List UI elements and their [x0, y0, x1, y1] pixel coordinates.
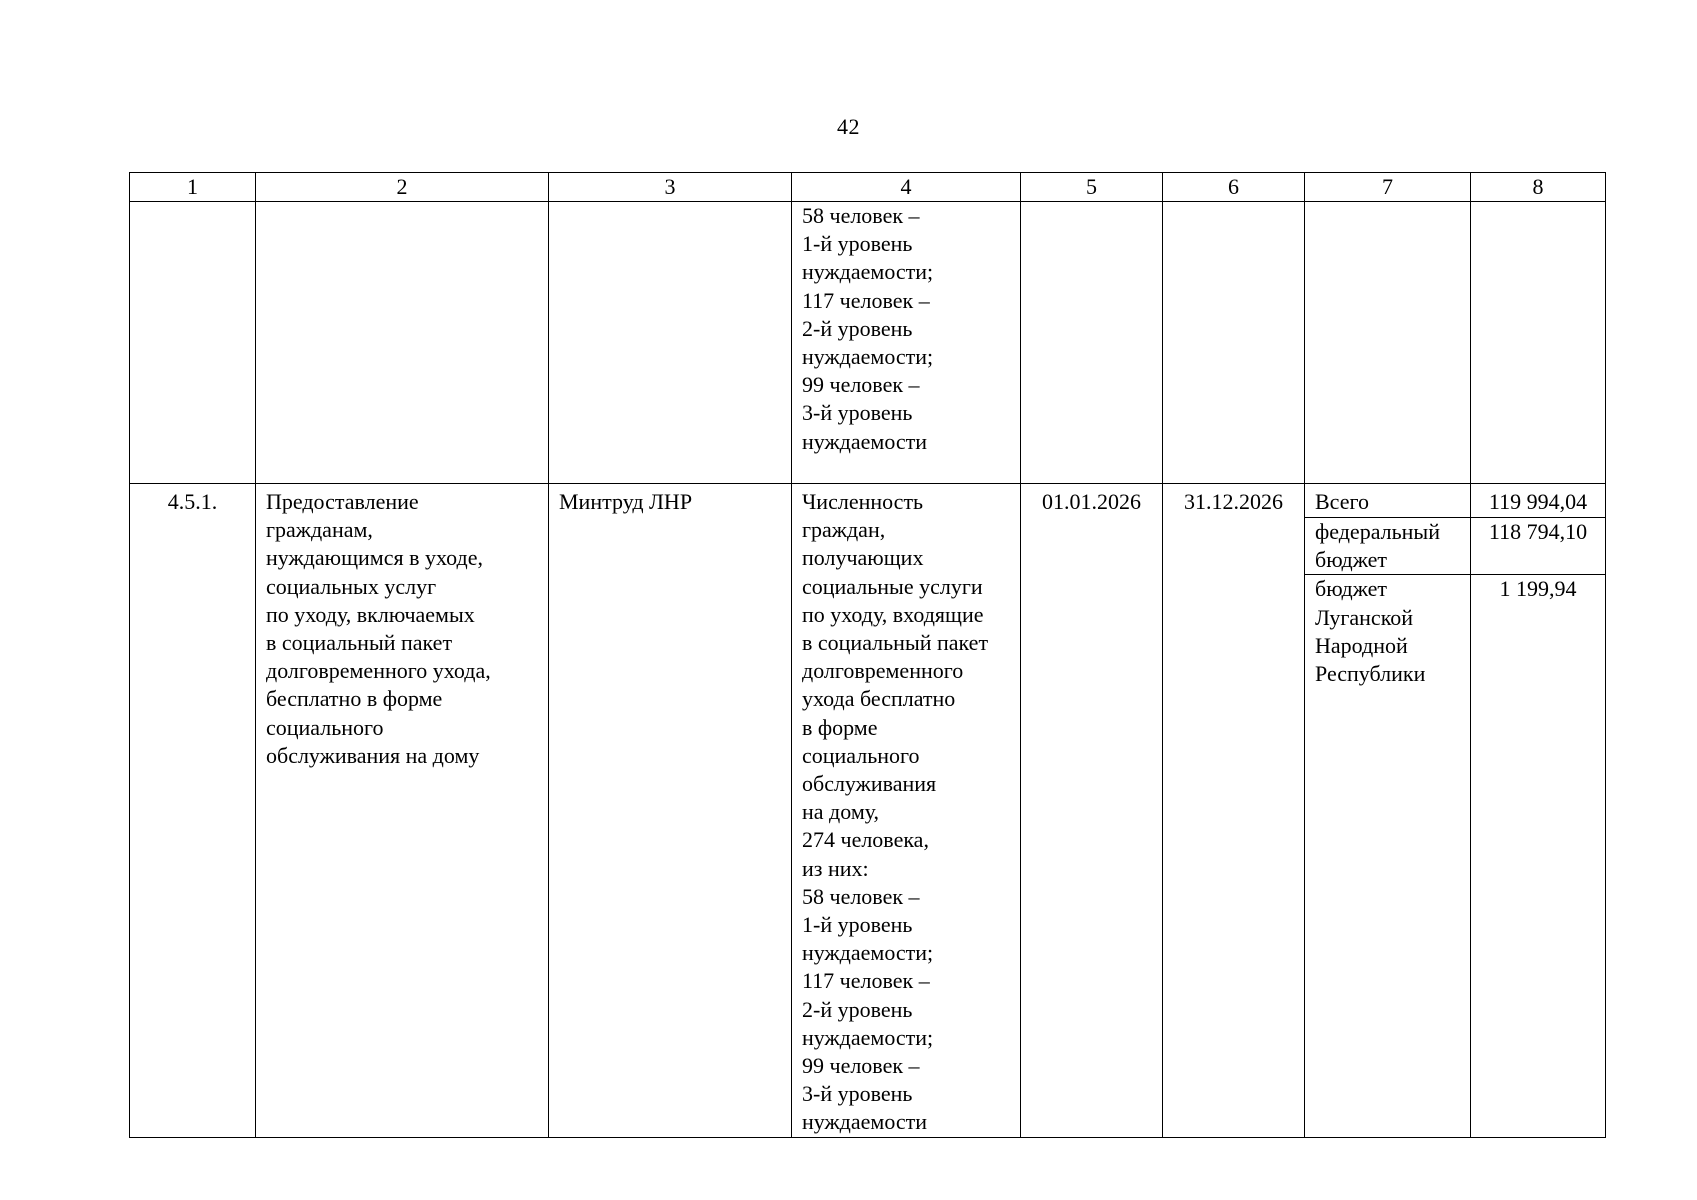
- column-number: 4: [792, 173, 1021, 202]
- column-number: 3: [549, 173, 792, 202]
- column-number: 6: [1163, 173, 1305, 202]
- item-executor: Минтруд ЛНР: [549, 484, 792, 1138]
- column-number: 2: [256, 173, 549, 202]
- continuation-row: [130, 202, 1606, 484]
- program-table: [129, 172, 1606, 1138]
- cell-empty: [1305, 202, 1471, 484]
- funding-source-total: Всего: [1305, 484, 1471, 518]
- cell-empty: [1471, 202, 1606, 484]
- cell-empty: [256, 202, 549, 484]
- cell-empty: [549, 202, 792, 484]
- column-number-row: [130, 173, 1606, 202]
- item-indicator: Численность граждан, получающих социальные услуги по уходу, входящие в социальный пакет долговременного ухода бесплатно в форме социального обслуживания на дому, 274 человека, из них: 58 человек – 1-й уровень нуждаемости; 117 человек – 2-й уровень нуждаемости; 99 человек – 3-й уровень нуждаемости: [792, 484, 1021, 1138]
- item-start-date: 01.01.2026: [1021, 484, 1163, 1138]
- continuation-indicator: 58 человек – 1-й уровень нуждаемости; 117 человек – 2-й уровень нуждаемости; 99 человек – 3-й уровень нуждаемости: [792, 202, 1021, 484]
- item-name: Предоставление гражданам, нуждающимся в уходе, социальных услуг по уходу, включаемых в социальный пакет долговременного ухода, бесплатно в форме социального обслуживания на дому: [256, 484, 549, 1138]
- funding-amount-regional: 1 199,94: [1471, 575, 1606, 1137]
- item-end-date: 31.12.2026: [1163, 484, 1305, 1138]
- funding-amount-total: 119 994,04: [1471, 484, 1606, 518]
- column-number: 8: [1471, 173, 1606, 202]
- column-number: 7: [1305, 173, 1471, 202]
- funding-amount-federal: 118 794,10: [1471, 517, 1606, 575]
- cell-empty: [130, 202, 256, 484]
- table-row-4-5-1: [130, 484, 1606, 518]
- funding-source-federal: федеральный бюджет: [1305, 517, 1471, 575]
- funding-source-regional: бюджет Луганской Народной Республики: [1305, 575, 1471, 1137]
- cell-empty: [1163, 202, 1305, 484]
- column-number: 5: [1021, 173, 1163, 202]
- item-number: 4.5.1.: [130, 484, 256, 1138]
- page-number: 42: [837, 114, 860, 139]
- column-number: 1: [130, 173, 256, 202]
- cell-empty: [1021, 202, 1163, 484]
